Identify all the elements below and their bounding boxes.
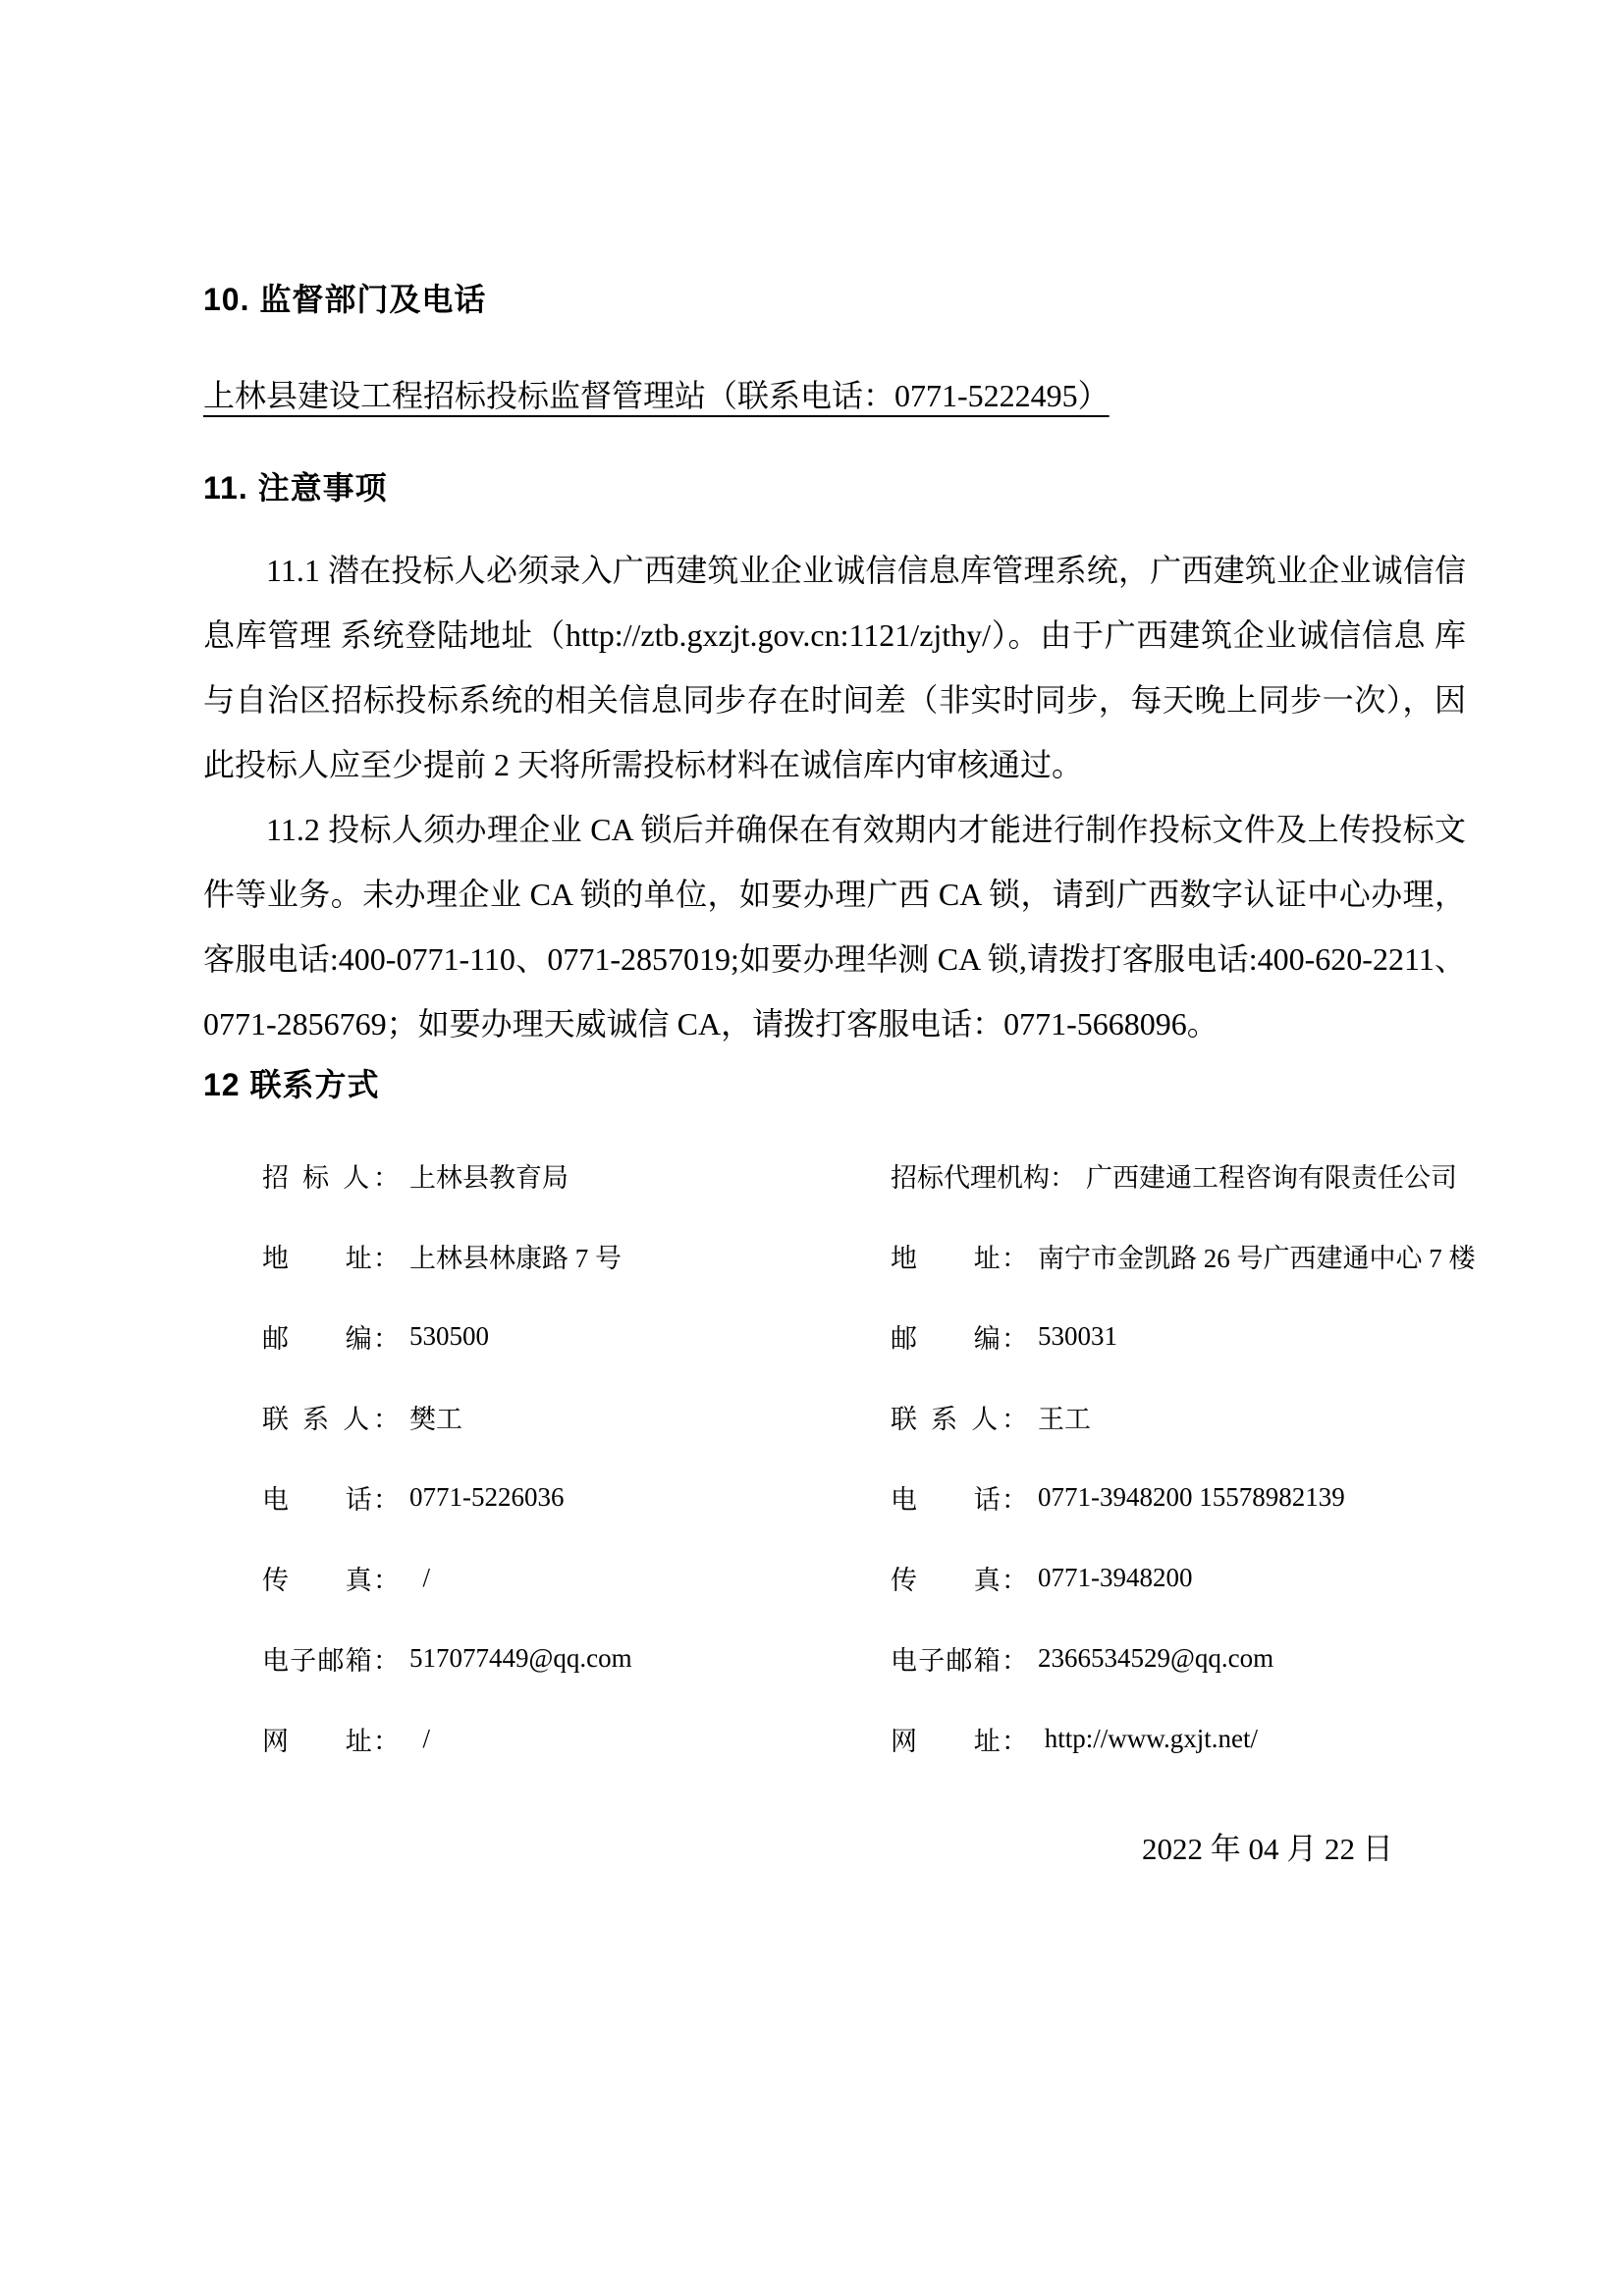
agent-website-row — [891, 1698, 1466, 1779]
field-label: 传 真： — [262, 1565, 400, 1595]
notes-paragraph-11-2: 11.2 投标人须办理企业 CA 锁后并确保在有效期内才能进行制作投标文件及上传投标文件等业务。未办理企业 CA 锁的单位，如要办理广西 CA 锁，请到广西数字认证中心办理，客服电话:400-0771-110、0771-2857019;如要办理华测 CA 锁,请拨打客服电话:400-620-2211、0771-2856769；如要办理天威诚信 CA，请拨打客服电话：0771-5668096。 — [203, 812, 1466, 1041]
supervision-department-line: 上林县建设工程招标投标监督管理站（联系电话：0771-5222495） — [203, 378, 1110, 413]
contact-table — [203, 1135, 1476, 1779]
section-12-heading: 12 联系方式 — [203, 1067, 380, 1102]
section-10-heading: 10. 监督部门及电话 — [203, 282, 487, 317]
agent-phone-row — [891, 1457, 1466, 1537]
agent-email-row — [891, 1618, 1466, 1698]
field-label: 联 系 人： — [262, 1404, 400, 1434]
field-label: 电 话： — [891, 1484, 1028, 1515]
tenderer-website-row — [203, 1698, 891, 1779]
document-date: 2022 年 04 月 22 日 — [1142, 1832, 1393, 1866]
field-value: 0771-3948200 15578982139 — [1038, 1481, 1345, 1512]
field-label: 邮 编： — [262, 1323, 400, 1354]
field-value: 广西建通工程咨询有限责任公司 — [1086, 1162, 1457, 1193]
tenderer-fax-row — [203, 1537, 891, 1618]
field-value: 上林县教育局 — [409, 1162, 568, 1193]
tenderer-name-row — [203, 1135, 891, 1215]
field-value: 0771-3948200 — [1038, 1562, 1193, 1592]
field-value: 王工 — [1038, 1404, 1091, 1434]
notes-paragraph-11-1: 11.1 潜在投标人必须录入广西建筑业企业诚信信息库管理系统，广西建筑业企业诚信信息库管理 系统登陆地址（http://ztb.gxzjt.gov.cn:1121/zjthy/）。由于广西建筑企业诚信信息 库与自治区招标投标系统的相关信息同步存在时间差（非实时同步，每天晚上同步一次），因此投标人应至少提前 2 天将所需投标材料在诚信库内审核通过。 — [203, 553, 1466, 782]
document-content — [203, 0, 1476, 1869]
field-value: / — [409, 1723, 431, 1753]
field-label: 邮 编： — [891, 1323, 1028, 1354]
agent-contact-person-row — [891, 1376, 1466, 1457]
field-value: 0771-5226036 — [409, 1481, 565, 1512]
field-label: 地 址： — [262, 1243, 400, 1273]
agent-name-row — [891, 1135, 1466, 1215]
field-label: 地 址： — [891, 1243, 1028, 1273]
tenderer-phone-row — [203, 1457, 891, 1537]
field-value: http://www.gxjt.net/ — [1038, 1723, 1258, 1753]
agent-address-row — [891, 1215, 1476, 1296]
tenderer-email-row — [203, 1618, 891, 1698]
field-value: 530500 — [409, 1320, 489, 1351]
tenderer-postcode-row — [203, 1296, 891, 1376]
field-label: 招标代理机构： — [891, 1162, 1076, 1193]
field-label: 网 址： — [891, 1726, 1028, 1756]
tenderer-address-row — [203, 1215, 891, 1296]
field-value: 530031 — [1038, 1320, 1117, 1351]
field-label: 招 标 人： — [262, 1162, 400, 1193]
field-label: 电 话： — [262, 1484, 400, 1515]
section-11-heading: 11. 注意事项 — [203, 470, 388, 506]
field-value: 2366534529@qq.com — [1038, 1642, 1274, 1673]
field-label: 网 址： — [262, 1726, 400, 1756]
field-value: 樊工 — [409, 1404, 462, 1434]
field-label: 联 系 人： — [891, 1404, 1028, 1434]
field-label: 电子邮箱： — [891, 1645, 1028, 1676]
field-label: 传 真： — [891, 1565, 1028, 1595]
field-value: 517077449@qq.com — [409, 1642, 632, 1673]
field-value: 上林县林康路 7 号 — [409, 1243, 622, 1273]
tenderer-contact-person-row — [203, 1376, 891, 1457]
agent-fax-row — [891, 1537, 1466, 1618]
field-value: / — [409, 1562, 431, 1592]
agent-postcode-row — [891, 1296, 1466, 1376]
field-label: 电子邮箱： — [262, 1645, 400, 1676]
field-value: 南宁市金凯路 26 号广西建通中心 7 楼 — [1038, 1243, 1476, 1273]
